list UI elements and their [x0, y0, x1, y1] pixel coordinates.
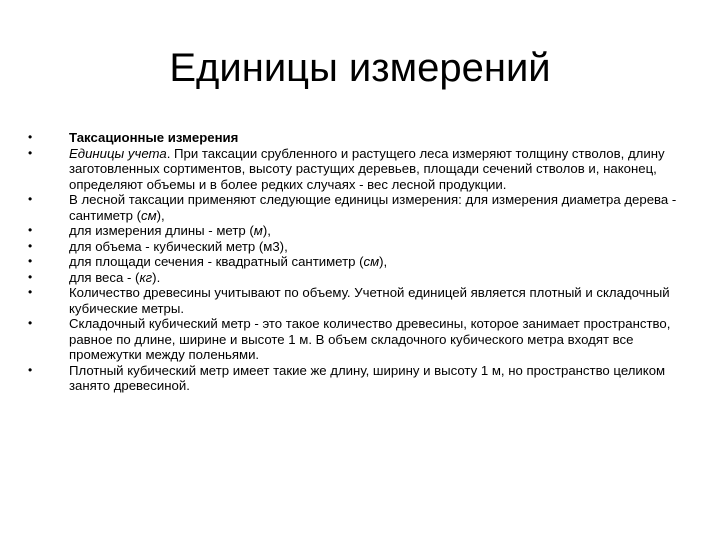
bullet-text: Плотный кубический метр имеет такие же длину, ширину и высоту 1 м, но пространство целиком занято древесиной. [69, 362, 666, 393]
bullet-item-units [28, 146, 688, 193]
bullet-text: . При таксации срубленного и растущего леса измеряют толщину стволов, длину заготовленных сортиментов, высоту растущих деревьев, площади сечений стволов и, наконец, определяют объемы и в более редких случаях - вес лесной продукции. [69, 145, 665, 192]
bullet-text: для веса - ( [69, 269, 140, 285]
bullet-heading: Таксационные измерения [69, 130, 239, 145]
bullet-italic-unit: кг [139, 269, 153, 285]
bullet-text: ), [156, 207, 165, 223]
bullet-text: для объема - кубический метр (м3), [69, 238, 288, 254]
bullet-item-solid-cubic-meter [28, 363, 688, 394]
bullet-item-measurements [28, 130, 688, 146]
bullet-text: для измерения длины - метр ( [69, 223, 254, 238]
bullet-item-area [28, 254, 688, 270]
bullet-text: для площади сечения - квадратный сантиметр ( [69, 254, 364, 269]
bullet-text: Количество древесины учитывают по объему. Учетной единицей является плотный и складочный кубические метры. [69, 285, 670, 316]
bullet-item-diameter [28, 192, 688, 223]
bullet-item-quantity [28, 285, 688, 316]
slide-content [28, 130, 688, 394]
slide-title: Единицы измерений [169, 46, 551, 90]
bullet-italic-unit: см [363, 254, 380, 269]
bullet-text: В лесной таксации применяют следующие единицы измерения: для измерения диаметра дерева - сантиметр ( [69, 192, 677, 223]
bullet-item-weight [28, 270, 688, 286]
bullet-item-stacked-cubic-meter [28, 316, 688, 363]
bullet-list [28, 130, 688, 394]
bullet-text: ). [152, 269, 161, 285]
bullet-text: ), [379, 254, 388, 269]
bullet-italic-unit: см [141, 207, 157, 223]
bullet-item-length [28, 223, 688, 239]
bullet-italic-unit: м [253, 223, 263, 238]
bullet-text: Складочный кубический метр - это такое количество древесины, которое занимает пространство, равное по длине, ширине и высоте 1 м. В объем складочного кубического метра входят все промежутки между поленьями. [69, 316, 671, 362]
bullet-item-volume [28, 239, 688, 255]
bullet-italic-term: Единицы учета [69, 145, 167, 161]
bullet-text: ), [262, 223, 271, 238]
